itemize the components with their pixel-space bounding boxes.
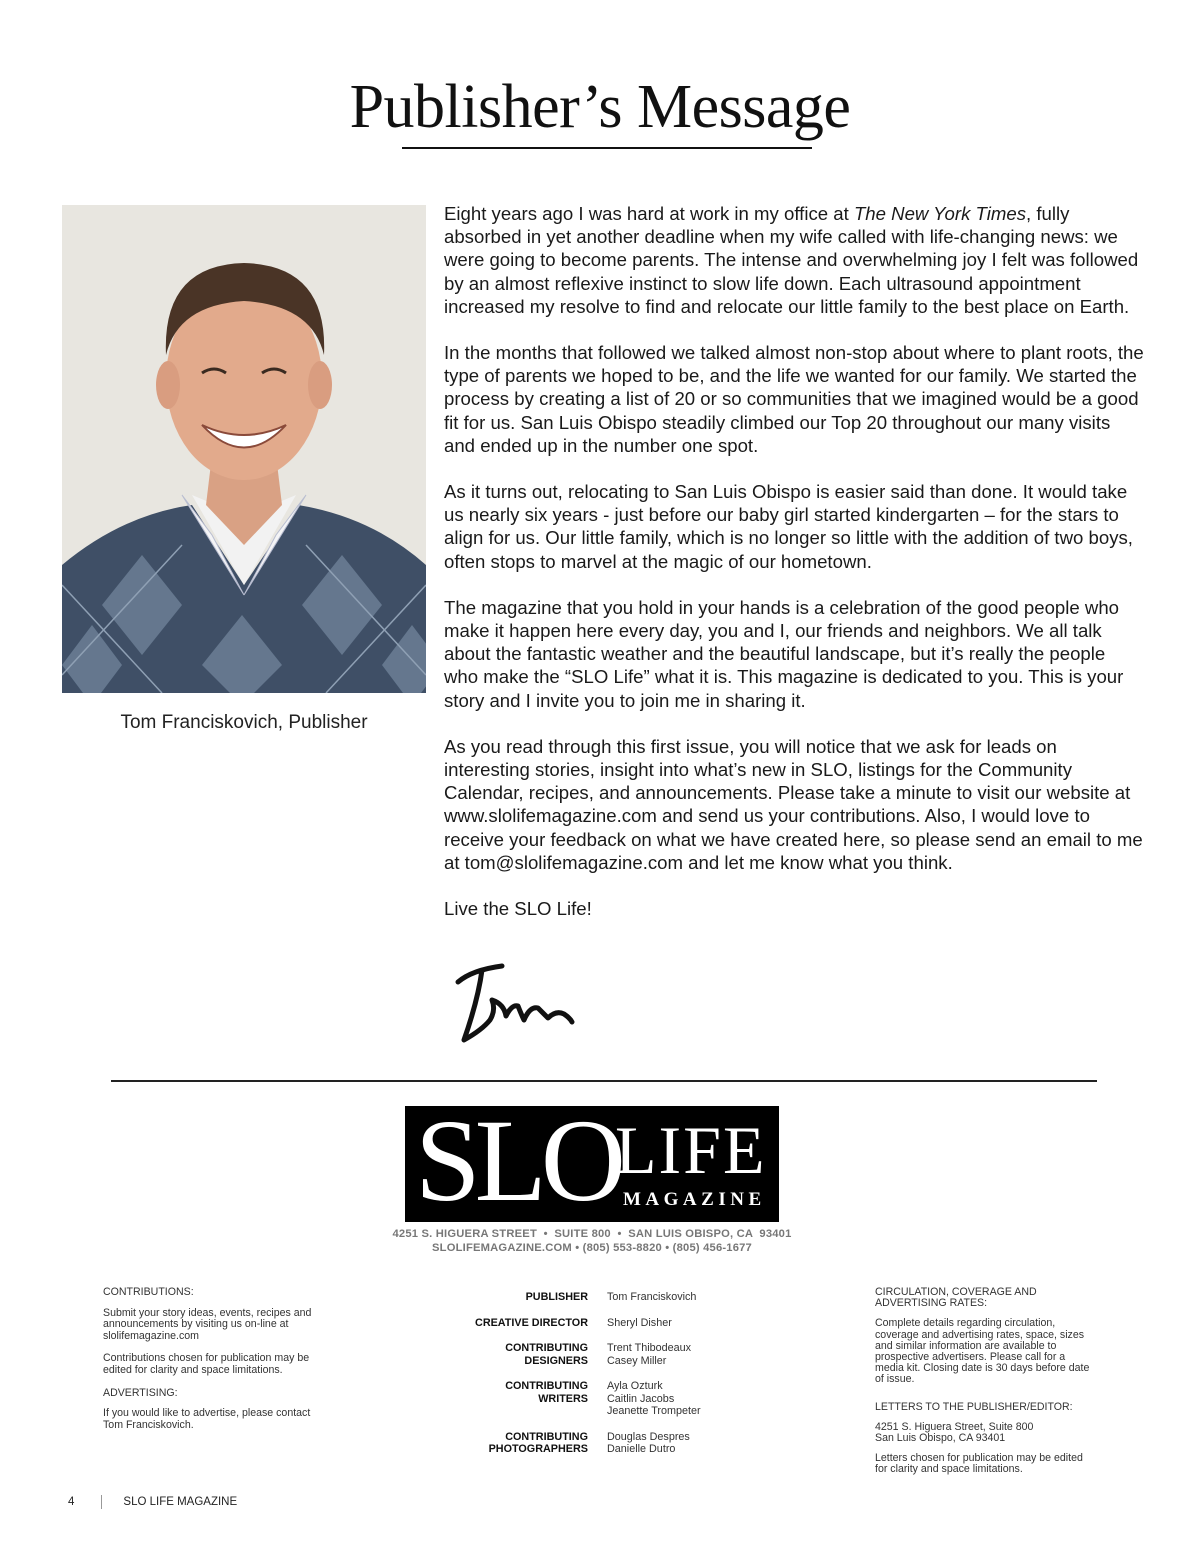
masthead-role: CREATIVE DIRECTOR	[475, 1316, 588, 1329]
footer-separator	[101, 1495, 102, 1509]
masthead-name: Trent Thibodeaux	[607, 1342, 692, 1354]
section-divider	[111, 1080, 1097, 1082]
signature	[452, 960, 582, 1050]
letters-heading: LETTERS TO THE PUBLISHER/EDITOR:	[875, 1400, 1073, 1413]
letters-text: Letters chosen for publication may be edited for clarity and space limitations.	[875, 1452, 1083, 1476]
masthead-row	[440, 1317, 740, 1330]
logo-magazine: MAGAZINE	[623, 1189, 766, 1210]
publisher-address	[0, 1228, 1184, 1255]
masthead-row	[440, 1431, 740, 1456]
letter-paragraph-2: In the months that followed we talked almost non-stop about where to plant roots, the type of parents we hoped to be, and the life we wanted for our family. We started the process by creating a list of 20 or so communities that we imagined would be a good fit for us. San Luis Obispo steadily climbed our Top 20 throughout our many visits and ended up in the number one spot.	[444, 342, 1144, 456]
masthead-name: Danielle Dutro	[607, 1443, 676, 1455]
letter-p1-end: , fully absorbed in yet another deadline when my wife called with life-changing news: we were going to become parents. The intense and overwhelming joy I felt was followed by an almost reflexive instinct to slow life down. Each ultrasound appointment increased my resolve to find and relocate our little family to the best place on Earth.	[444, 203, 1139, 317]
letters-address-2: San Luis Obispo, CA 93401	[875, 1432, 1006, 1445]
photo-caption: Tom Franciskovich, Publisher	[120, 712, 368, 733]
masthead-names	[607, 1431, 690, 1456]
advertising-heading: ADVERTISING:	[103, 1386, 178, 1399]
contributions-text-2: Contributions chosen for publication may be edited for clarity and space limitations.	[103, 1352, 310, 1376]
logo-slo: SLO	[415, 1106, 620, 1222]
page-number: 4	[68, 1496, 75, 1508]
address-line-2: SLOLIFEMAGAZINE.COM • (805) 553-8820 • (805) 456-1677	[432, 1241, 752, 1254]
advertising-text: If you would like to advertise, please contact Tom Franciskovich.	[103, 1407, 311, 1431]
masthead-name: Ayla Ozturk	[607, 1380, 663, 1392]
page-title: Publisher’s Message	[349, 73, 851, 141]
letter-closing: Live the SLO Life!	[444, 898, 592, 920]
masthead-role: CONTRIBUTING WRITERS	[505, 1380, 588, 1405]
letter-paragraph-4: The magazine that you hold in your hands is a celebration of the good people who make it happen here every day, you and I, our friends and neighbors. We all talk about the fantastic weather and the beautiful landscape, but it’s really the people who make the “SLO Life” what it is. This magazine is dedicated to you. This is your story and I invite you to join me in sharing it.	[444, 596, 1124, 711]
letter-p1-start: Eight years ago I was hard at work in my office at	[444, 203, 854, 224]
masthead-name: Jeanette Trompeter	[607, 1405, 701, 1417]
masthead-row	[440, 1380, 740, 1418]
page-footer	[68, 1495, 237, 1509]
masthead-names	[607, 1380, 701, 1418]
newspaper-title: The New York Times	[853, 203, 1027, 224]
letter-paragraph-1	[444, 202, 1144, 318]
circulation-heading: CIRCULATION, COVERAGE AND ADVERTISING RATES:	[875, 1286, 1037, 1310]
contributions-heading: CONTRIBUTIONS:	[103, 1286, 194, 1298]
letter-body	[444, 202, 1144, 943]
masthead-name: Caitlin Jacobs	[607, 1392, 675, 1405]
masthead-role: CONTRIBUTING PHOTOGRAPHERS	[488, 1430, 588, 1455]
title-underline	[402, 147, 812, 149]
circulation-column	[875, 1287, 1090, 1485]
masthead-name: Douglas Despres	[607, 1430, 690, 1443]
masthead-name: Tom Franciskovich	[607, 1291, 697, 1303]
masthead-names	[607, 1291, 696, 1304]
masthead	[440, 1291, 740, 1469]
letter-paragraph-5: As you read through this first issue, you will notice that we ask for leads on interesting stories, insight into what’s new in SLO, listings for the Community Calendar, recipes, and announcements. Please take a minute to visit our website at www.slolifemagazine.com and send us your contributions. Also, I would love to receive your feedback on what we have created here, so please send an email to me at tom@slolifemagazine.com and let me know what you think.	[444, 735, 1143, 873]
contributions-text-1: Submit your story ideas, events, recipes and announcements by visiting us on-line at slolifemagazine.com	[103, 1306, 312, 1342]
publication-name: SLO LIFE MAGAZINE	[123, 1496, 238, 1508]
masthead-row	[440, 1291, 740, 1304]
slo-life-logo	[405, 1106, 779, 1222]
contributions-column	[103, 1287, 333, 1442]
address-line-1: 4251 S. HIGUERA STREET • SUITE 800 • SAN LUIS OBISPO, CA 93401	[392, 1228, 792, 1240]
masthead-role: CONTRIBUTING DESIGNERS	[505, 1342, 588, 1367]
masthead-row	[440, 1342, 740, 1367]
masthead-role: PUBLISHER	[525, 1291, 588, 1303]
masthead-name: Sheryl Disher	[607, 1316, 672, 1329]
circulation-text: Complete details regarding circulation, coverage and advertising rates, space, sizes and similar information are available to prospective advertisers. Please call for a media kit. Closing date is 30 days before date of issue.	[875, 1317, 1090, 1386]
masthead-names	[607, 1317, 672, 1330]
masthead-name: Casey Miller	[607, 1354, 667, 1367]
letters-address-1: 4251 S. Higuera Street, Suite 800	[875, 1420, 1034, 1433]
masthead-names	[607, 1342, 691, 1367]
logo-life: LIFE	[615, 1112, 767, 1188]
letter-paragraph-3: As it turns out, relocating to San Luis Obispo is easier said than done. It would take us nearly six years - just before our baby girl started kindergarten – for the stars to align for us. Our little family, which is no longer so little with the addition of two boys, often stops to marvel at the magic of our hometown.	[444, 481, 1133, 572]
publisher-photo	[62, 205, 426, 693]
